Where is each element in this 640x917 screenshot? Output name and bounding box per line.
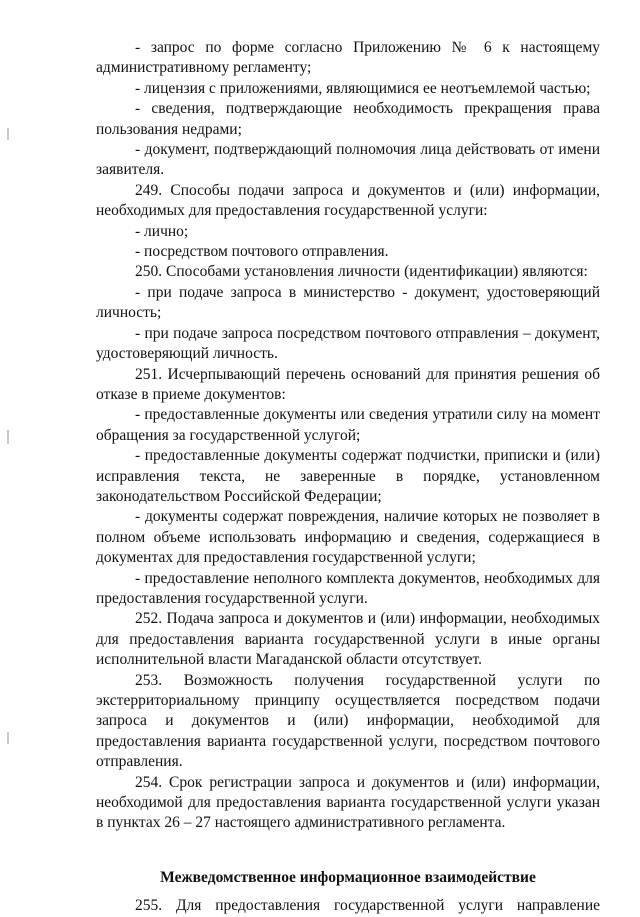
paragraph-in-person: - лично; bbox=[135, 222, 189, 240]
paragraph-249: 249. Способы подачи запроса и документов и (или) информации, необходимых для предоставления государственной услуги: bbox=[96, 181, 600, 220]
paragraph-255: 255. Для предоставления государственной услуги направление bbox=[135, 897, 600, 915]
paragraph-authority-document: - документ, подтверждающий полномочия лица действовать от имени заявителя. bbox=[96, 141, 600, 179]
paragraph-license: - лицензия с приложениями, являющимися ее неотъемлемой частью; bbox=[135, 79, 591, 97]
paragraph-251: 251. Исчерпывающий перечень оснований для принятия решения об отказе в приеме документов: bbox=[96, 365, 600, 403]
paragraph-250: 250. Способами установления личности (идентификации) являются: bbox=[135, 263, 588, 281]
paragraph-expired-docs: - предоставленные документы или сведения утратили силу на момент обращения за государственной услугой; bbox=[96, 406, 600, 444]
paragraph-254: 254. Срок регистрации запроса и документов и (или) информации, необходимой для предоставления варианта государственной услуги указан в пунктах 26 – 27 настоящего административного регламента. bbox=[96, 773, 600, 832]
scan-mark-1 bbox=[7, 128, 9, 140]
paragraph-termination-info: - сведения, подтверждающие необходимость прекращения права пользования недрами; bbox=[96, 100, 600, 138]
paragraph-incomplete-set: - предоставление неполного комплекта документов, необходимых для предоставления государственной услуги. bbox=[96, 569, 600, 607]
paragraph-by-mail: - посредством почтового отправления. bbox=[135, 243, 389, 261]
paragraph-253: 253. Возможность получения государственной услуги по экстерриториальному принципу осуществляется посредством подачи запроса и документов и (или) информации, необходимой для предоставления варианта государственной услуги, посредством почтового отправления. bbox=[96, 671, 600, 771]
paragraph-ministry-id: - при подаче запроса в министерство - документ, удостоверяющий личность; bbox=[96, 283, 600, 322]
paragraph-mail-id: - при подаче запроса посредством почтового отправления – документ, удостоверяющий личность. bbox=[96, 324, 600, 363]
scan-mark-2 bbox=[7, 430, 9, 444]
scan-mark-3 bbox=[7, 732, 9, 744]
paragraph-corrections: - предоставленные документы содержат подчистки, приписки и (или) исправления текста, не заверенные в порядке, установленном законодательством Российской Федерации; bbox=[96, 447, 600, 505]
paragraph-252: 252. Подача запроса и документов и (или) информации, необходимых для предоставления варианта государственной услуги в иные органы исполнительной власти Магаданской области отсутствует. bbox=[96, 610, 600, 669]
paragraph-damaged-docs: - документы содержат повреждения, наличие которых не позволяет в полном объеме использовать информацию и сведения, содержащиеся в документах для предоставления государственной услуги; bbox=[96, 508, 600, 567]
document-page bbox=[96, 38, 600, 917]
section-heading: Межведомственное информационное взаимодействие bbox=[160, 868, 536, 886]
paragraph-request-form: - запрос по форме согласно Приложению № 6 к настоящему административному регламенту; bbox=[96, 39, 600, 77]
